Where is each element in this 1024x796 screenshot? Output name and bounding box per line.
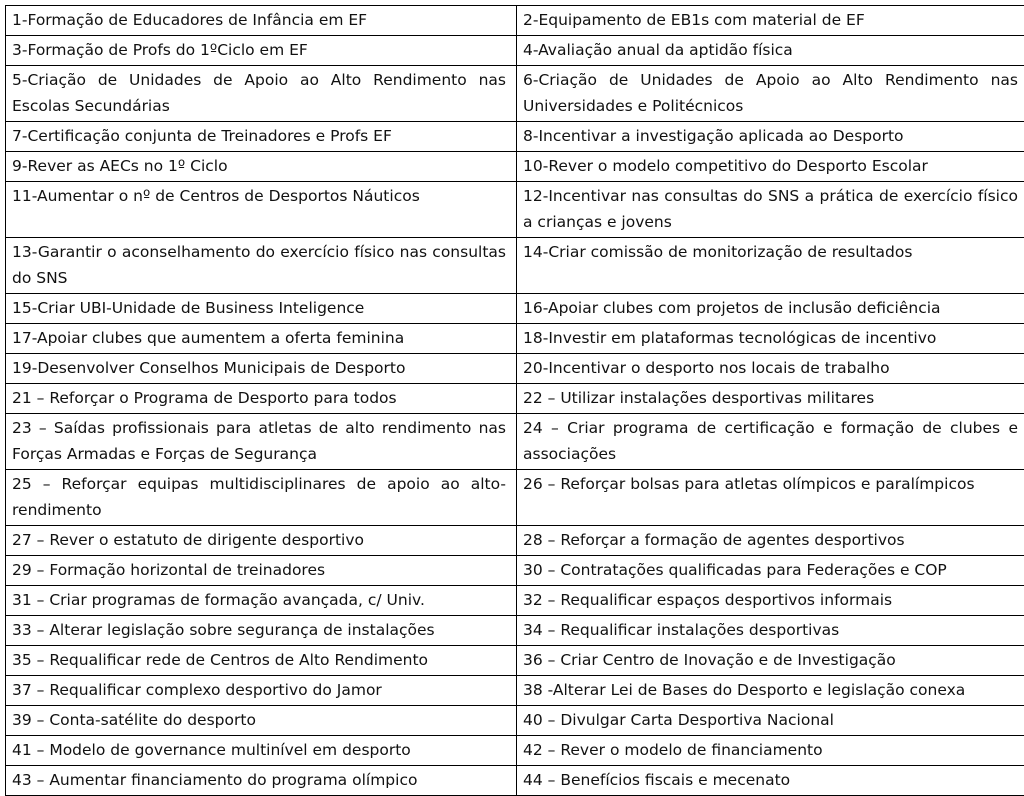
table-cell: 19-Desenvolver Conselhos Municipais de Desporto (6, 354, 517, 384)
table-cell: 31 – Criar programas de formação avançada, c/ Univ. (6, 586, 517, 616)
table-cell: 34 – Requalificar instalações desportivas (517, 616, 1024, 646)
table-row (6, 646, 1024, 676)
table-cell: 38 -Alterar Lei de Bases do Desporto e legislação conexa (517, 676, 1024, 706)
table-cell: 4-Avaliação anual da aptidão física (517, 36, 1024, 66)
table-cell: 20-Incentivar o desporto nos locais de trabalho (517, 354, 1024, 384)
table-cell: 24 – Criar programa de certificação e formação de clubes e associações (517, 414, 1024, 470)
table-row (6, 384, 1024, 414)
table-cell: 10-Rever o modelo competitivo do Desporto Escolar (517, 152, 1024, 182)
table-cell: 43 – Aumentar financiamento do programa olímpico (6, 766, 517, 796)
measures-table (5, 5, 1024, 796)
table-row (6, 526, 1024, 556)
table-cell: 21 – Reforçar o Programa de Desporto para todos (6, 384, 517, 414)
table-cell: 9-Rever as AECs no 1º Ciclo (6, 152, 517, 182)
table-row (6, 182, 1024, 238)
table-cell: 7-Certificação conjunta de Treinadores e Profs EF (6, 122, 517, 152)
table-cell: 16-Apoiar clubes com projetos de inclusão deficiência (517, 294, 1024, 324)
table-row (6, 354, 1024, 384)
table-row (6, 556, 1024, 586)
table-row (6, 706, 1024, 736)
table-cell: 13-Garantir o aconselhamento do exercício físico nas consultas do SNS (6, 238, 517, 294)
table-cell: 33 – Alterar legislação sobre segurança de instalações (6, 616, 517, 646)
table-cell: 17-Apoiar clubes que aumentem a oferta feminina (6, 324, 517, 354)
table-cell: 32 – Requalificar espaços desportivos informais (517, 586, 1024, 616)
table-row (6, 470, 1024, 526)
table-cell: 14-Criar comissão de monitorização de resultados (517, 238, 1024, 294)
table-cell: 40 – Divulgar Carta Desportiva Nacional (517, 706, 1024, 736)
table-cell: 12-Incentivar nas consultas do SNS a prática de exercício físico a crianças e jovens (517, 182, 1024, 238)
table-cell: 36 – Criar Centro de Inovação e de Investigação (517, 646, 1024, 676)
table-row (6, 122, 1024, 152)
table-cell: 26 – Reforçar bolsas para atletas olímpicos e paralímpicos (517, 470, 1024, 526)
table-row (6, 66, 1024, 122)
table-cell: 11-Aumentar o nº de Centros de Desportos Náuticos (6, 182, 517, 238)
table-cell: 28 – Reforçar a formação de agentes desportivos (517, 526, 1024, 556)
table-cell: 1-Formação de Educadores de Infância em EF (6, 6, 517, 36)
table-cell: 2-Equipamento de EB1s com material de EF (517, 6, 1024, 36)
table-cell: 3-Formação de Profs do 1ºCiclo em EF (6, 36, 517, 66)
table-row (6, 736, 1024, 766)
table-cell: 18-Investir em plataformas tecnológicas de incentivo (517, 324, 1024, 354)
table-cell: 22 – Utilizar instalações desportivas militares (517, 384, 1024, 414)
table-cell: 37 – Requalificar complexo desportivo do Jamor (6, 676, 517, 706)
table-cell: 30 – Contratações qualificadas para Federações e COP (517, 556, 1024, 586)
table-cell: 6-Criação de Unidades de Apoio ao Alto Rendimento nas Universidades e Politécnicos (517, 66, 1024, 122)
table-cell: 39 – Conta-satélite do desporto (6, 706, 517, 736)
table-row (6, 152, 1024, 182)
table-cell: 42 – Rever o modelo de financiamento (517, 736, 1024, 766)
table-cell: 5-Criação de Unidades de Apoio ao Alto Rendimento nas Escolas Secundárias (6, 66, 517, 122)
table-cell: 8-Incentivar a investigação aplicada ao Desporto (517, 122, 1024, 152)
table-row (6, 6, 1024, 36)
table-row (6, 586, 1024, 616)
table-row (6, 36, 1024, 66)
table-row (6, 294, 1024, 324)
table-row (6, 766, 1024, 796)
table-cell: 15-Criar UBI-Unidade de Business Inteligence (6, 294, 517, 324)
table-row (6, 238, 1024, 294)
table-cell: 27 – Rever o estatuto de dirigente desportivo (6, 526, 517, 556)
table-row (6, 616, 1024, 646)
table-cell: 44 – Benefícios fiscais e mecenato (517, 766, 1024, 796)
table-cell: 23 – Saídas profissionais para atletas de alto rendimento nas Forças Armadas e Forças de Segurança (6, 414, 517, 470)
table-cell: 25 – Reforçar equipas multidisciplinares de apoio ao alto-rendimento (6, 470, 517, 526)
table-cell: 29 – Formação horizontal de treinadores (6, 556, 517, 586)
table-cell: 35 – Requalificar rede de Centros de Alto Rendimento (6, 646, 517, 676)
table-row (6, 324, 1024, 354)
table-cell: 41 – Modelo de governance multinível em desporto (6, 736, 517, 766)
table-row (6, 676, 1024, 706)
table-row (6, 414, 1024, 470)
